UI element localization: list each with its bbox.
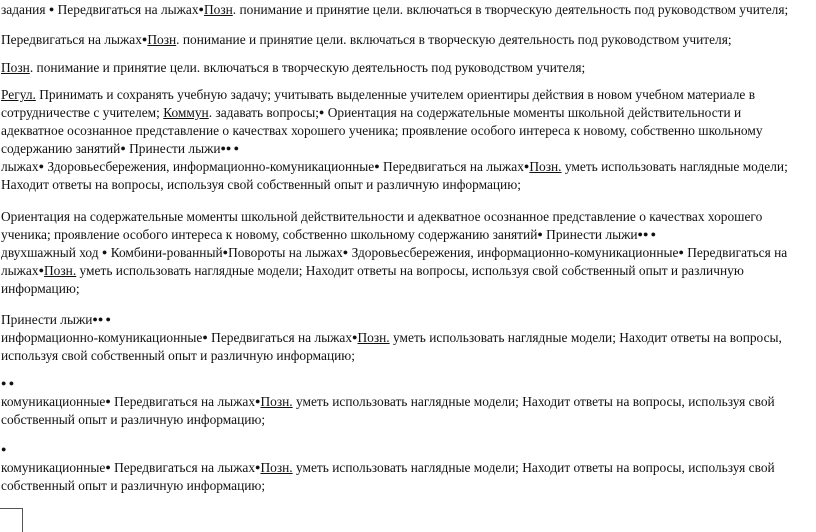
underlined-label: Регул.: [1, 87, 36, 102]
text: двухшажный ход: [1, 245, 102, 260]
paragraph-4-line-5: [1, 158, 809, 176]
paragraph-8-line-1: [1, 441, 809, 459]
bullet-icon: ●: [103, 314, 111, 324]
paragraph-4-line-4: [1, 140, 809, 158]
paragraph-6-line-3: [1, 347, 809, 365]
paragraph-6-line-2: [1, 329, 809, 347]
paragraph-8-line-2: [1, 459, 809, 477]
underlined-label: Позн.: [44, 263, 77, 278]
text: Принимать и сохранять учебную задачу; учитывать выделенные учителем ориентиры действия в новом учебном материале в: [35, 87, 756, 102]
paragraph-3-line-1: [1, 59, 809, 77]
underlined-label: Позн: [203, 2, 233, 17]
paragraph-6: [1, 311, 809, 365]
bullet-icon: ●: [105, 462, 111, 472]
text: сотрудничестве с учителем;: [1, 105, 164, 120]
bullet-icon: ●: [101, 247, 108, 257]
paragraph-5-line-3: [1, 244, 809, 262]
text: информационно-комуникационные: [1, 330, 203, 345]
paragraph-8: [1, 441, 809, 495]
bullet-icon: ●: [318, 107, 325, 117]
text: Передвигаться на лыжах: [207, 330, 353, 345]
paragraph-3: [1, 59, 809, 77]
text: комуникационные: [1, 394, 106, 409]
text: Передвигаться на лыжах: [110, 460, 256, 475]
bullet-icon: ●: [141, 34, 148, 44]
text: Ориентация на содержательные моменты школьной действительности и: [324, 105, 742, 120]
text: уметь использовать наглядные модели; Находит ответы на вопросы, используя свой собственный опыт и различную: [76, 263, 744, 278]
paragraph-7-line-1: [1, 375, 809, 393]
paragraph-8-line-3: [1, 477, 809, 495]
paragraph-5-line-2: [1, 226, 809, 244]
text: Принести лыжи: [1, 312, 93, 327]
text: Повороты на лыжах: [228, 245, 343, 260]
paragraph-4-line-6: [1, 176, 809, 194]
text: . понимание и принятие цели. включаться в творческую деятельность под руководством учителя;: [176, 32, 732, 47]
paragraph-4-line-2: [1, 104, 809, 122]
text: уметь использовать наглядные модели; Находит ответы на вопросы, используя свой: [292, 460, 775, 475]
text: адекватное осознанное представление о качествах хорошего ученика; проявление особого интереса к новому, собственно школьному: [1, 123, 763, 138]
text: Передвигаться на лыжах: [54, 2, 199, 17]
text: Здоровьесбережения, информационно-комуникационные: [348, 245, 679, 260]
bullet-icon: ●: [1, 378, 7, 388]
paragraph-5-line-5: [1, 280, 809, 298]
bullet-icon: ●●: [637, 229, 649, 239]
text: Передвигаться на лыжах: [379, 159, 524, 174]
paragraph-4: [1, 86, 809, 194]
bullet-icon: ●: [678, 247, 684, 257]
bullet-icon: ●: [38, 265, 45, 275]
bullet-icon: ●: [105, 396, 111, 406]
text: ученика; проявление особого интереса к новому, собственно школьному содержанию занятий: [1, 227, 538, 242]
bullet-icon: ●: [352, 332, 358, 342]
bullet-icon: ●: [6, 378, 15, 388]
bullet-icon: ●: [198, 4, 204, 14]
bullet-icon: ●: [374, 161, 380, 171]
bullet-icon: ●: [202, 332, 208, 342]
paragraph-7-line-2: [1, 393, 809, 411]
underlined-label: Позн: [147, 32, 177, 47]
bullet-icon: ●: [255, 396, 261, 406]
bullet-icon: ●: [523, 161, 530, 171]
text: лыжах: [1, 263, 39, 278]
paragraph-6-line-1: [1, 311, 809, 329]
text: лыжах: [1, 159, 39, 174]
paragraph-7-line-3: [1, 411, 809, 429]
bullet-icon: ●●: [220, 143, 232, 153]
underlined-label: Позн.: [260, 394, 293, 409]
text: Передвигаться на лыжах: [1, 32, 142, 47]
underlined-label: Коммун: [163, 105, 209, 120]
text: Ориентация на содержательные моменты школьной действительности и адекватное осознанное представление о качествах хорошего: [1, 209, 763, 224]
paragraph-5: [1, 208, 809, 298]
text: собственный опыт и различную информацию;: [1, 412, 266, 427]
paragraph-1: [1, 1, 809, 19]
underlined-label: Позн.: [357, 330, 390, 345]
bullet-icon: ●: [38, 161, 45, 171]
paragraph-5-line-4: [1, 262, 809, 280]
text: Находит ответы на вопросы, используя свой собственный опыт и различную информацию;: [1, 177, 521, 192]
underlined-label: Позн.: [529, 159, 562, 174]
text: уметь использовать наглядные модели; Находит ответы на вопросы, используя свой: [292, 394, 775, 409]
paragraph-7: [1, 375, 809, 429]
text: Здоровьесбережения, информационно-комуникационные: [44, 159, 375, 174]
paragraph-2: [1, 31, 809, 49]
text: уметь использовать наглядные модели; Находит ответы на вопросы,: [389, 330, 782, 345]
bullet-icon: ●: [231, 143, 240, 153]
paragraph-4-line-1: [1, 86, 809, 104]
table-cell-corner: [0, 508, 23, 532]
paragraph-1-line-1: [1, 1, 809, 19]
text: Комбини-рованный: [107, 245, 223, 260]
paragraph-2-line-1: [1, 31, 809, 49]
bullet-icon: ●: [1, 444, 7, 454]
bullet-icon: ●: [342, 247, 349, 257]
text: Передвигаться на: [683, 245, 788, 260]
text: Передвигаться на лыжах: [110, 394, 256, 409]
text: . понимание и принятие цели. включаться в творческую деятельность под руководством учителя;: [232, 2, 789, 17]
text: собственный опыт и различную информацию;: [1, 478, 266, 493]
paragraph-5-line-1: [1, 208, 809, 226]
bullet-icon: ●: [648, 229, 657, 239]
text: уметь использовать наглядные модели;: [561, 159, 788, 174]
bullet-icon: ●: [255, 462, 261, 472]
text: информацию;: [1, 281, 80, 296]
text: используя свой собственный опыт и различную информацию;: [1, 348, 355, 363]
bullet-icon: ●●: [92, 314, 104, 324]
underlined-label: Позн: [1, 60, 30, 75]
text: комуникационные: [1, 460, 106, 475]
underlined-label: Позн.: [260, 460, 293, 475]
text: . задавать вопросы;: [208, 105, 319, 120]
text: содержанию занятий: [1, 141, 121, 156]
text: задания: [1, 2, 49, 17]
text: Принести лыжи: [542, 227, 638, 242]
bullet-icon: ●: [537, 229, 543, 239]
text: . понимание и принятие цели. включаться в творческую деятельность под руководством учителя;: [29, 60, 586, 75]
bullet-icon: ●: [48, 4, 55, 14]
text: Принести лыжи: [125, 141, 221, 156]
bullet-icon: ●: [120, 143, 126, 153]
paragraph-4-line-3: [1, 122, 809, 140]
bullet-icon: ●: [222, 247, 229, 257]
